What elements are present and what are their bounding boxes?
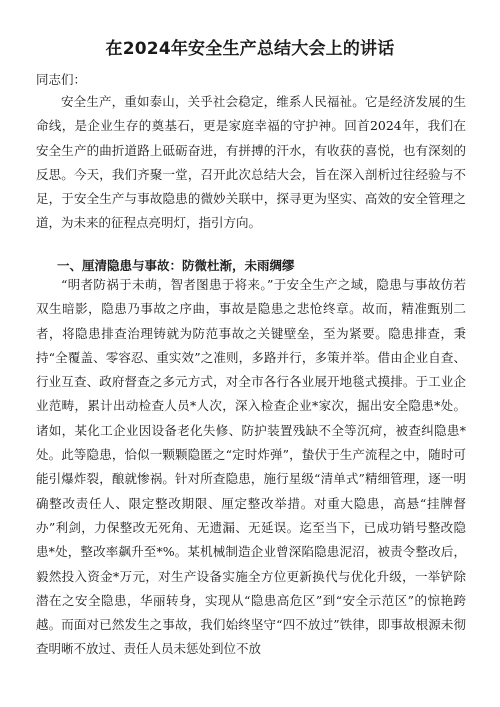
section-heading: 一、厘清隐患与事故：防微杜渐，未雨绸缪 — [57, 258, 295, 273]
intro-paragraph: 安全生产，重如泰山，关乎社会稳定，维系人民福祉。它是经济发展的生命线，是企业生存的奠基石，更是家庭幸福的守护神。回首2024年，我们在安全生产的曲折道路上砥砺奋进，有拼搏的汗水，有收获的喜悦，也有深刻的反思。今天，我们齐聚一堂，召开此次总结大会，旨在深入剖析过往经验与不足，于安全生产与事故隐患的微妙关联中，探寻更为坚实、高效的安全管理之道，为未来的征程点亮明灯，指引方向。 — [36, 94, 466, 231]
document-title: 在2024年安全生产总结大会上的讲话 — [105, 39, 395, 59]
salutation: 同志们： — [36, 72, 87, 87]
section-paragraph: “明者防祸于未萌，智者图患于将来。”于安全生产之域，隐患与事故仿若双生暗影，隐患乃事故之序曲，事故是隐患之悲怆终章。故而，精准甄别二者，将隐患排查治理铸就为防范事故之关键壁垒，至为紧要。隐患排查，秉持“全覆盖、零容忍、重实效”之准则，多路并行，多策并举。借由企业自查、行业互查、政府督查之多元方式，对全市各行各业展开地毯式摸排。于工业企业范畴，累计出动检查人员*人次，深入检查企业*家次，掘出安全隐患*处。诸如，某化工企业因设备老化失修、防护装置残缺不全等沉疴，被查纠隐患*处。此等隐患，恰似一颗颗隐匿之“定时炸弹”，蛰伏于生产流程之中，随时可能引爆炸裂，酿就惨祸。针对所查隐患，施行星级“清单式”精细管理，逐一明确整改责任人、限定整改期限、厘定整改举措。对重大隐患，高悬“挂牌督办”利剑，力保整改无死角、无遗漏、无延误。迄至当下，已成功销号整改隐患*处，整改率飙升至*%。某机械制造企业曾深陷隐患泥沼，被责令整改后，毅然投入资金*万元，对生产设备实施全方位更新换代与优化升级，一举铲除潜在之安全隐患，华丽转身，实现从“隐患高危区”到“安全示范区”的惊艳跨越。而面对已然发生之事故，我们始终坚守“四不放过”铁律，即事故根源未彻查明晰不放过、责任人员未惩处到位不放 — [36, 277, 466, 657]
